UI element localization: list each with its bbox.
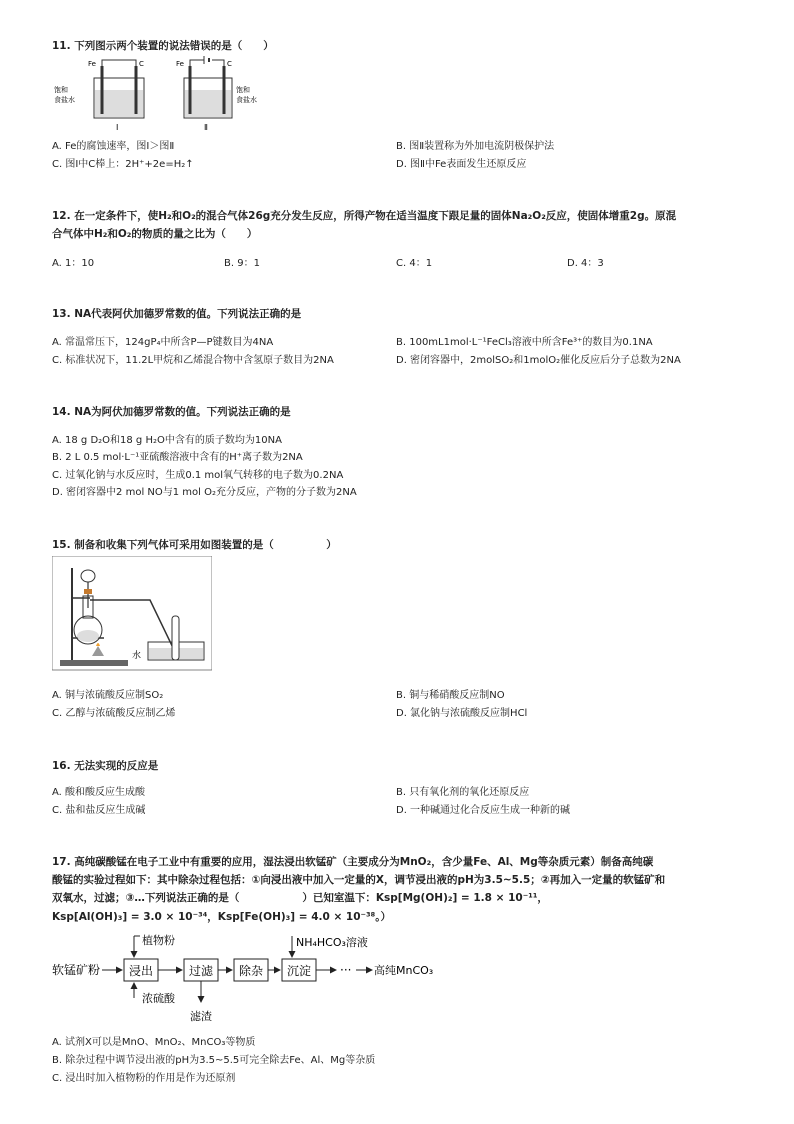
q11-option-c: C. 图Ⅰ中C棒上：2H⁺+2e=H₂↑ [52,159,194,170]
svg-text:除杂: 除杂 [239,964,264,978]
svg-text:食盐水: 食盐水 [236,96,257,104]
q11-option-a: A. Fe的腐蚀速率，图Ⅰ＞图Ⅱ [52,141,175,152]
q17-stem-line1: 17. 高纯碳酸锰在电子工业中有重要的应用，湿法浸出软锰矿（主要成分为MnO₂，含少量Fe、Al、Mg等杂质元素）制备高纯碳 [52,856,654,868]
q13-option-c: C. 标准状况下，11.2L甲烷和乙烯混合物中含氢原子数目为2NA [52,355,334,366]
q13-option-a: A. 常温常压下，124gP₄中所含P—P键数目为4NA [52,337,274,348]
q13-stem: 13. NA代表阿伏加德罗常数的值。下列说法正确的是 [52,308,302,320]
q11-option-d: D. 图Ⅱ中Fe表面发生还原反应 [396,159,527,170]
q16-option-a: A. 酸和酸反应生成酸 [52,787,146,798]
svg-text:C: C [139,60,144,68]
svg-text:滤渣: 滤渣 [190,1010,212,1023]
q13-option-d: D. 密闭容器中，2molSO₂和1molO₂催化反应后分子总数为2NA [396,355,681,366]
q13-option-b: B. 100mL1mol·L⁻¹FeCl₃溶液中所含Fe³⁺的数目为0.1NA [396,337,653,348]
svg-text:植物粉: 植物粉 [142,934,175,947]
q17-stem-line3: 双氧水，过滤；③…下列说法正确的是（ ）已知室温下：Ksp[Mg(OH)₂] = 1.8 × 10⁻¹¹， [52,892,548,904]
q16-option-b: B. 只有氧化剂的氧化还原反应 [396,787,530,798]
svg-text:Ⅰ: Ⅰ [116,123,119,132]
svg-text:C: C [227,60,232,68]
q15-option-c: C. 乙醇与浓硫酸反应制乙烯 [52,708,176,719]
q15-stem: 15. 制备和收集下列气体可采用如图装置的是（ ） [52,539,337,551]
svg-text:过滤: 过滤 [189,964,214,978]
svg-text:Ⅱ: Ⅱ [204,123,208,132]
q17-option-b: B. 除杂过程中调节浸出液的pH为3.5~5.5可完全除去Fe、Al、Mg等杂质 [52,1055,376,1066]
q17-option-c: C. 浸出时加入植物粉的作用是作为还原剂 [52,1073,236,1084]
q14-option-c: C. 过氧化钠与水反应时，生成0.1 mol氧气转移的电子数为0.2NA [52,470,344,481]
svg-text:沉淀: 沉淀 [287,964,312,978]
q16-option-c: C. 盐和盐反应生成碱 [52,805,146,816]
q16-option-d: D. 一种碱通过化合反应生成一种新的碱 [396,805,571,816]
q15-option-d: D. 氯化钠与浓硫酸反应制HCl [396,708,528,719]
svg-text:饱和: 饱和 [54,86,68,94]
q14-stem: 14. NA为阿伏加德罗常数的值。下列说法正确的是 [52,406,291,418]
svg-text:Fe: Fe [176,60,184,68]
q17-flow-diagram [52,930,472,1026]
flow-product: 高纯MnCO₃ [374,964,434,977]
q15-apparatus-figure [52,556,212,674]
q12-option-c: C. 4：1 [396,258,433,269]
q12-stem-line2: 合气体中H₂和O₂的物质的量之比为（ ） [52,228,258,240]
q12-stem-line1: 12. 在一定条件下，使H₂和O₂的混合气体26g充分发生反应，所得产物在适当温度下跟足量的固体Na₂O₂反应，使固体增重2g。原混 [52,210,677,222]
q11-figure [52,56,282,134]
q15-option-a: A. 铜与浓硫酸反应制SO₂ [52,690,164,701]
svg-text:···: ··· [340,963,352,977]
q12-option-b: B. 9：1 [224,258,260,269]
svg-text:浓硫酸: 浓硫酸 [142,992,175,1005]
q11-stem: 11. 下列图示两个装置的说法错误的是（ ） [52,40,274,52]
q14-option-d: D. 密闭容器中2 mol NO与1 mol O₂充分反应，产物的分子数为2NA [52,487,357,498]
svg-text:饱和: 饱和 [236,86,250,94]
flow-start: 软锰矿粉 [52,963,101,977]
q17-option-a: A. 试剂X可以是MnO、MnO₂、MnCO₃等物质 [52,1037,256,1048]
q14-option-b: B. 2 L 0.5 mol·L⁻¹亚硫酸溶液中含有的H⁺离子数为2NA [52,452,303,463]
q16-stem: 16. 无法实现的反应是 [52,760,159,772]
svg-text:NH₄HCO₃溶液: NH₄HCO₃溶液 [296,936,368,949]
q17-stem-line4: Ksp[Al(OH)₃] = 3.0 × 10⁻³⁴，Ksp[Fe(OH)₃] = 4.0 × 10⁻³⁸。） [52,911,392,923]
svg-text:浸出: 浸出 [129,964,154,978]
q11-option-b: B. 图Ⅱ装置称为外加电流阴极保护法 [396,141,555,152]
q12-option-a: A. 1：10 [52,258,95,269]
svg-text:水: 水 [132,651,142,661]
q12-option-d: D. 4：3 [567,258,604,269]
q14-option-a: A. 18 g D₂O和18 g H₂O中含有的质子数均为10NA [52,435,282,446]
svg-text:食盐水: 食盐水 [54,96,75,104]
svg-text:Fe: Fe [88,60,96,68]
q15-option-b: B. 铜与稀硝酸反应制NO [396,690,505,701]
q17-stem-line2: 酸锰的实验过程如下：其中除杂过程包括：①向浸出液中加入一定量的X，调节浸出液的pH为3.5~5.5；②再加入一定量的软锰矿和 [52,874,666,886]
